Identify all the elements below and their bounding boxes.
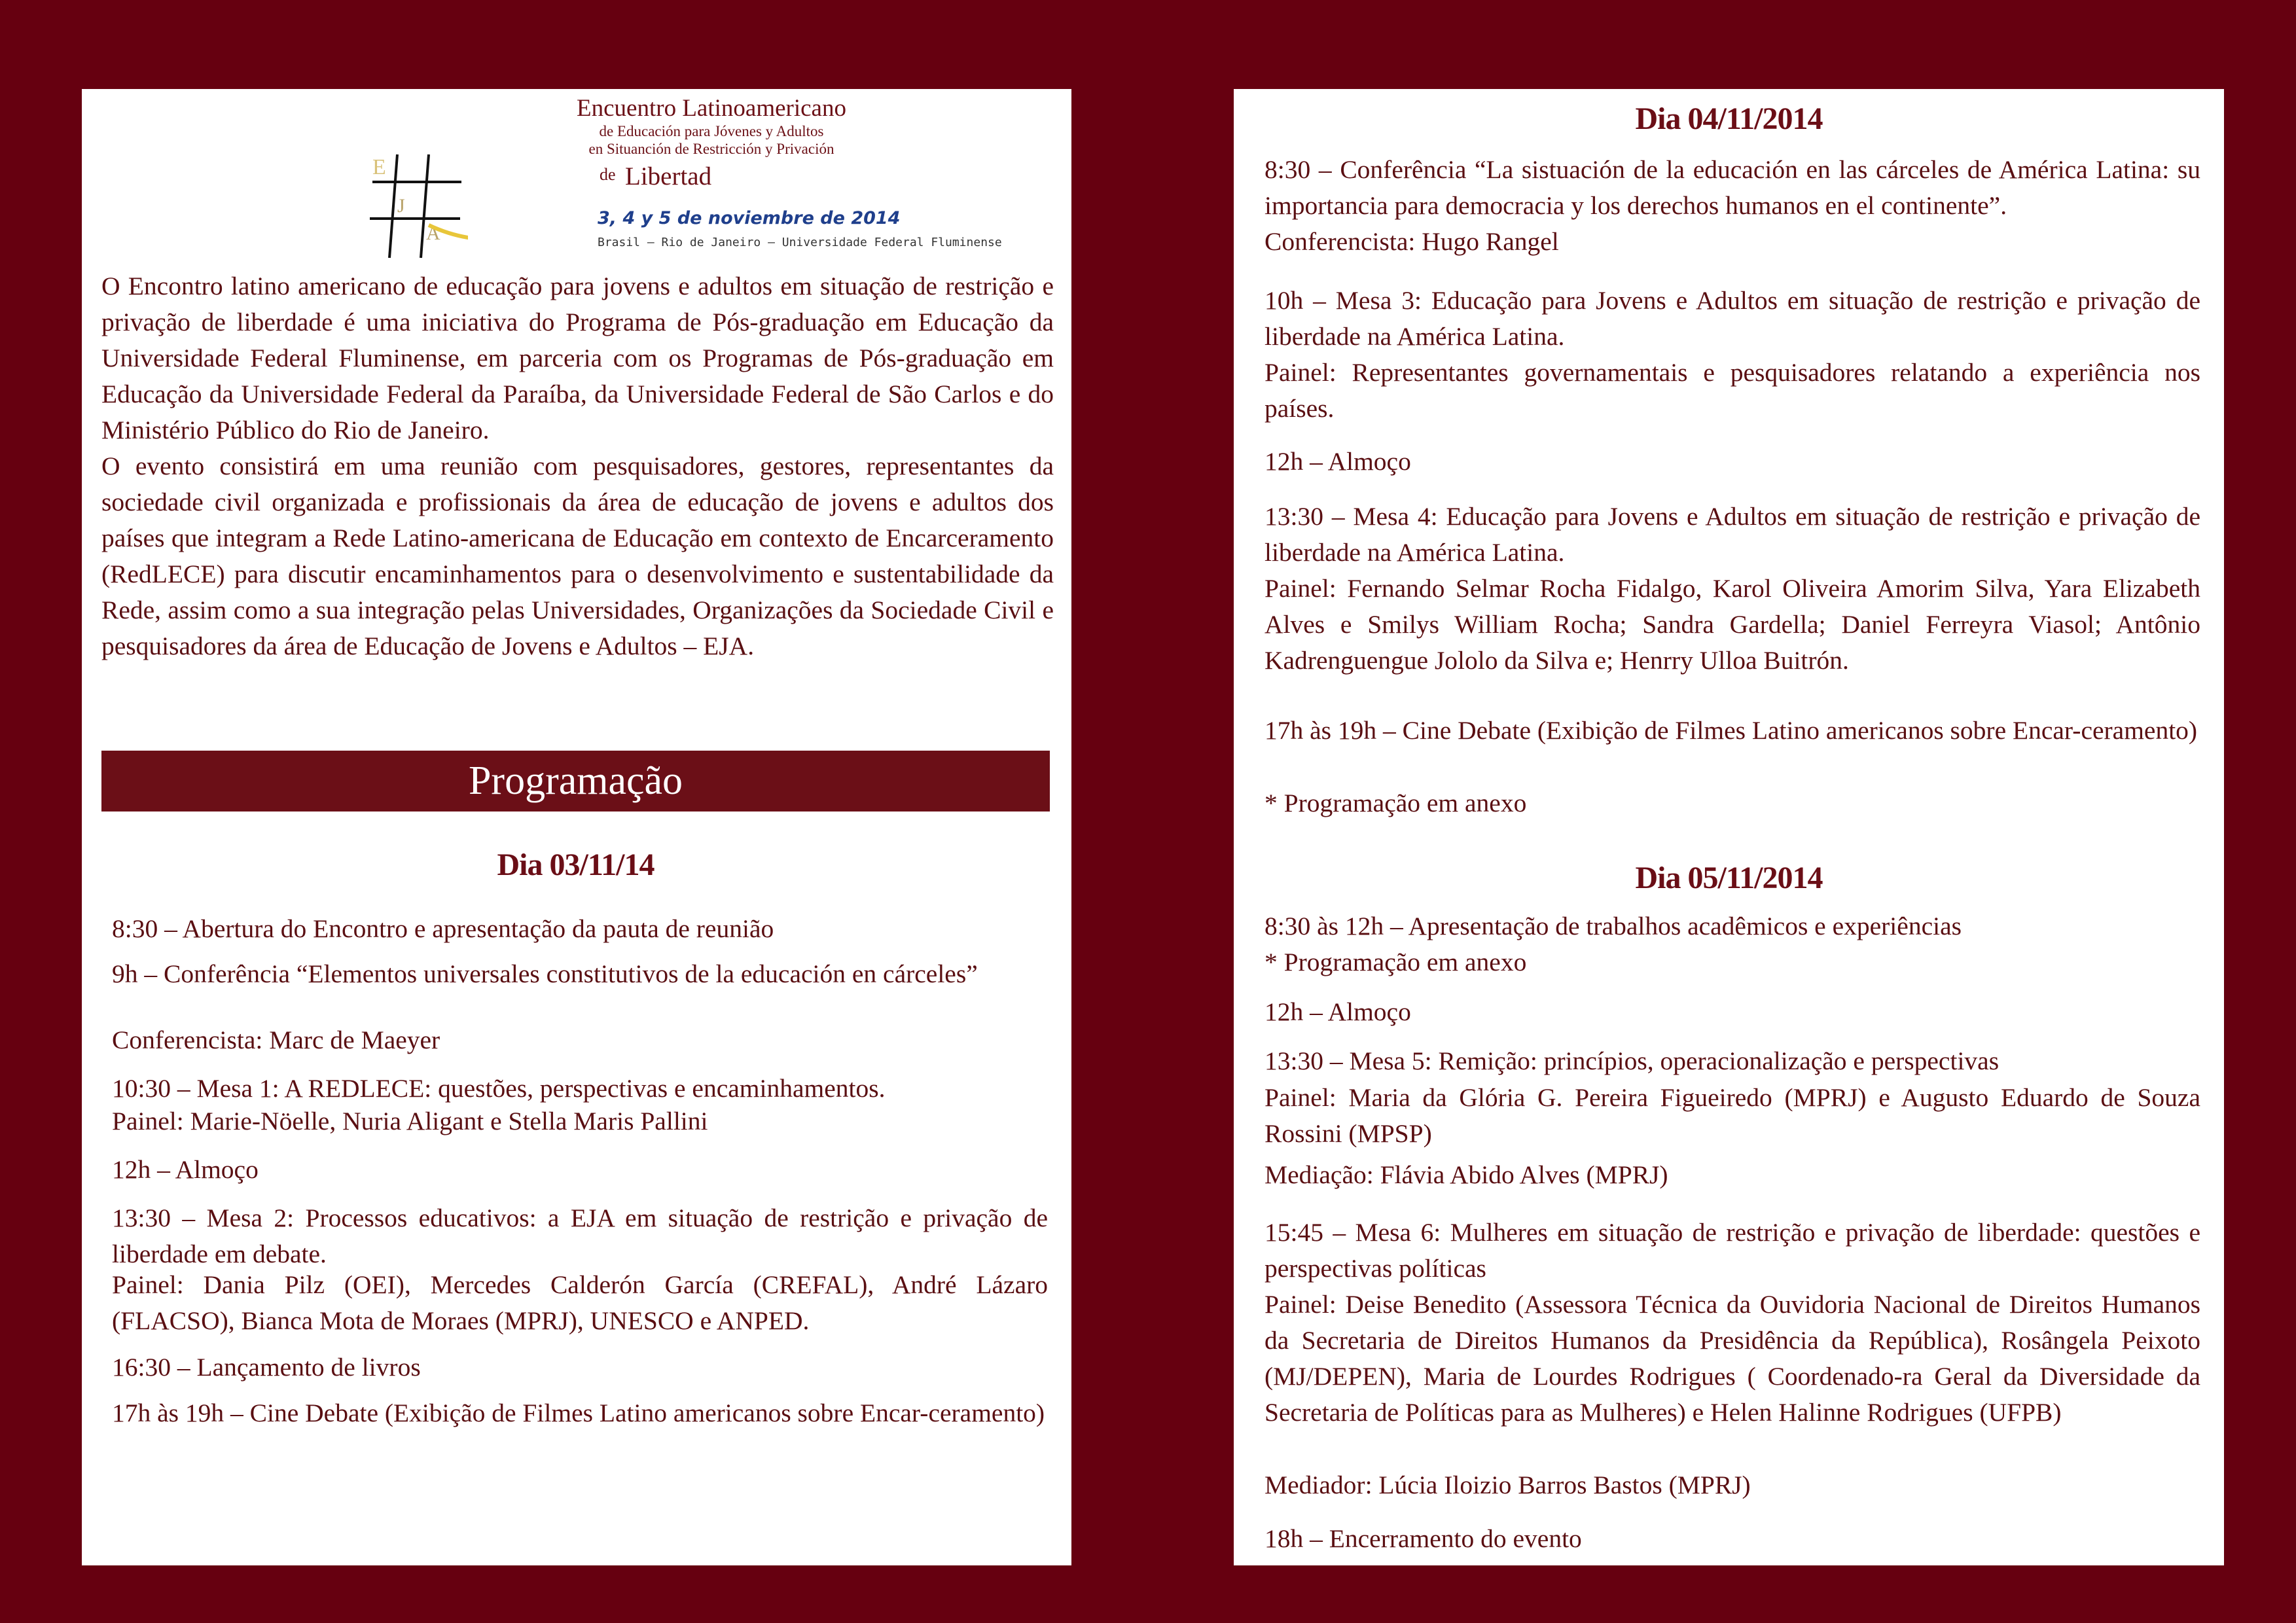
day2-heading: Dia 04/11/2014	[1635, 101, 1823, 136]
day2-item: Painel: Fernando Selmar Rocha Fidalgo, Karol Oliveira Amorim Silva, Yara Elizabeth Alves e Smilys William Rocha; Sandra Gardella; Daniel Ferreyra Viasol; Antônio Kadrenguengue Jololo da Silva e; Henrry Ulloa Buitrón.	[1265, 574, 2200, 675]
day2-item: Painel: Representantes governamentais e pesquisadores relatando a experiência nos países.	[1265, 358, 2200, 423]
day2-item: Conferencista: Hugo Rangel	[1265, 227, 1559, 256]
day2-item: * Programação em anexo	[1265, 789, 1527, 817]
day3-item: 8:30 às 12h – Apresentação de trabalhos acadêmicos e experiências	[1265, 912, 1962, 940]
logo-libertad: Libertad	[625, 162, 712, 190]
hashtag-logo-icon	[363, 141, 468, 266]
day1-item: 9h – Conferência “Elementos universales constitutivos de la educación en cárceles”	[112, 959, 978, 988]
day3-item: 15:45 – Mesa 6: Mulheres em situação de restrição e privação de liberdade: questões e perspectivas políticas	[1265, 1218, 2200, 1283]
logo-de: de	[600, 165, 616, 184]
svg-text:E: E	[372, 155, 386, 179]
day2-item: 8:30 – Conferência “La sistuación de la educación en las cárceles de América Latina: su importancia para democracia y los derechos humanos en el continente”.	[1265, 155, 2200, 220]
logo-place: Brasil – Rio de Janeiro – Universidade Federal Fluminense	[598, 236, 1002, 249]
day3-heading: Dia 05/11/2014	[1635, 861, 1823, 895]
day1-item: 10:30 – Mesa 1: A REDLECE: questões, perspectivas e encaminhamentos.	[112, 1074, 886, 1103]
day2-item: 12h – Almoço	[1265, 447, 1411, 476]
day1-heading: Dia 03/11/14	[497, 847, 655, 882]
day1-item: 17h às 19h – Cine Debate (Exibição de Filmes Latino americanos sobre Encar-ceramento)	[112, 1399, 1045, 1427]
day1-item: 13:30 – Mesa 2: Processos educativos: a EJA em situação de restrição e privação de liberdade em debate.	[112, 1204, 1048, 1268]
right-page	[1234, 89, 2224, 1565]
day1-item: 12h – Almoço	[112, 1155, 259, 1184]
day3-item: * Programação em anexo	[1265, 948, 1527, 976]
day2-item: 13:30 – Mesa 4: Educação para Jovens e Adultos em situação de restrição e privação de liberdade na América Latina.	[1265, 502, 2200, 567]
day1-item: 8:30 – Abertura do Encontro e apresentação da pauta de reunião	[112, 914, 774, 943]
day3-item: 12h – Almoço	[1265, 997, 1411, 1026]
intro-paragraph-2: O evento consistirá em uma reunião com pesquisadores, gestores, representantes da sociedade civil organizada e profissionais da área de educação de jovens e adultos dos países que integram a Rede Latino-americana de Educação em contexto de Encarceramento (RedLECE) para discutir encaminhamentos para o desenvolvimento e sustentabilidade da Rede, assim como a sua integração pelas Universidades, Organizações da Sociedade Civil e pesquisadores da área de Educação de Jovens e Adultos – EJA.	[101, 452, 1054, 660]
logo-title: Encuentro Latinoamericano	[577, 95, 846, 122]
logo-subtitle-1: de Educación para Jóvenes y Adultos	[599, 123, 824, 139]
programacao-banner: Programação	[101, 751, 1050, 812]
day3-item: 18h – Encerramento do evento	[1265, 1524, 1582, 1553]
event-logo	[363, 89, 1002, 266]
day2-item: 10h – Mesa 3: Educação para Jovens e Adultos em situação de restrição e privação de liberdade na América Latina.	[1265, 286, 2200, 351]
left-page	[82, 89, 1071, 1565]
day3-item: Painel: Deise Benedito (Assessora Técnica da Ouvidoria Nacional de Direitos Humanos da Secretaria de Direitos Humanos da Presidência da República), Rosângela Peixoto (MJ/DEPEN), Maria de Lourdes Rodrigues ( Coordenado-ra Geral da Diversidade da Secretaria de Políticas para as Mulheres) e Helen Halinne Rodrigues (UFPB)	[1265, 1290, 2200, 1427]
day1-item: Painel: Marie-Nöelle, Nuria Aligant e Stella Maris Pallini	[112, 1107, 708, 1135]
logo-dates: 3, 4 y 5 de noviembre de 2014	[598, 208, 901, 228]
svg-text:J: J	[397, 195, 405, 217]
day1-item: Painel: Dania Pilz (OEI), Mercedes Calderón García (CREFAL), André Lázaro (FLACSO), Bianca Mota de Moraes (MPRJ), UNESCO e ANPED.	[112, 1270, 1048, 1335]
day3-item: Painel: Maria da Glória G. Pereira Figueiredo (MPRJ) e Augusto Eduardo de Souza Rossini (MPSP)	[1265, 1083, 2200, 1148]
day1-item: 16:30 – Lançamento de livros	[112, 1353, 421, 1382]
svg-text:A: A	[426, 223, 440, 244]
day2-item: 17h às 19h – Cine Debate (Exibição de Filmes Latino americanos sobre Encar-ceramento)	[1265, 716, 2198, 745]
day1-item: Conferencista: Marc de Maeyer	[112, 1026, 440, 1054]
day3-item: Mediação: Flávia Abido Alves (MPRJ)	[1265, 1160, 1668, 1189]
intro-paragraph-1: O Encontro latino americano de educação para jovens e adultos em situação de restrição e privação de liberdade é uma iniciativa do Programa de Pós-graduação em Educação da Universidade Federal Fluminense, em parceria com os Programas de Pós-graduação em Educação da Universidade Federal da Paraíba, da Universidade Federal de São Carlos e do Ministério Público do Rio de Janeiro.	[101, 272, 1054, 444]
day3-item: Mediador: Lúcia Iloizio Barros Bastos (MPRJ)	[1265, 1471, 1751, 1499]
logo-subtitle-2: en Situanción de Restricción y Privación	[588, 141, 834, 157]
day3-item: 13:30 – Mesa 5: Remição: princípios, operacionalização e perspectivas	[1265, 1046, 2000, 1075]
